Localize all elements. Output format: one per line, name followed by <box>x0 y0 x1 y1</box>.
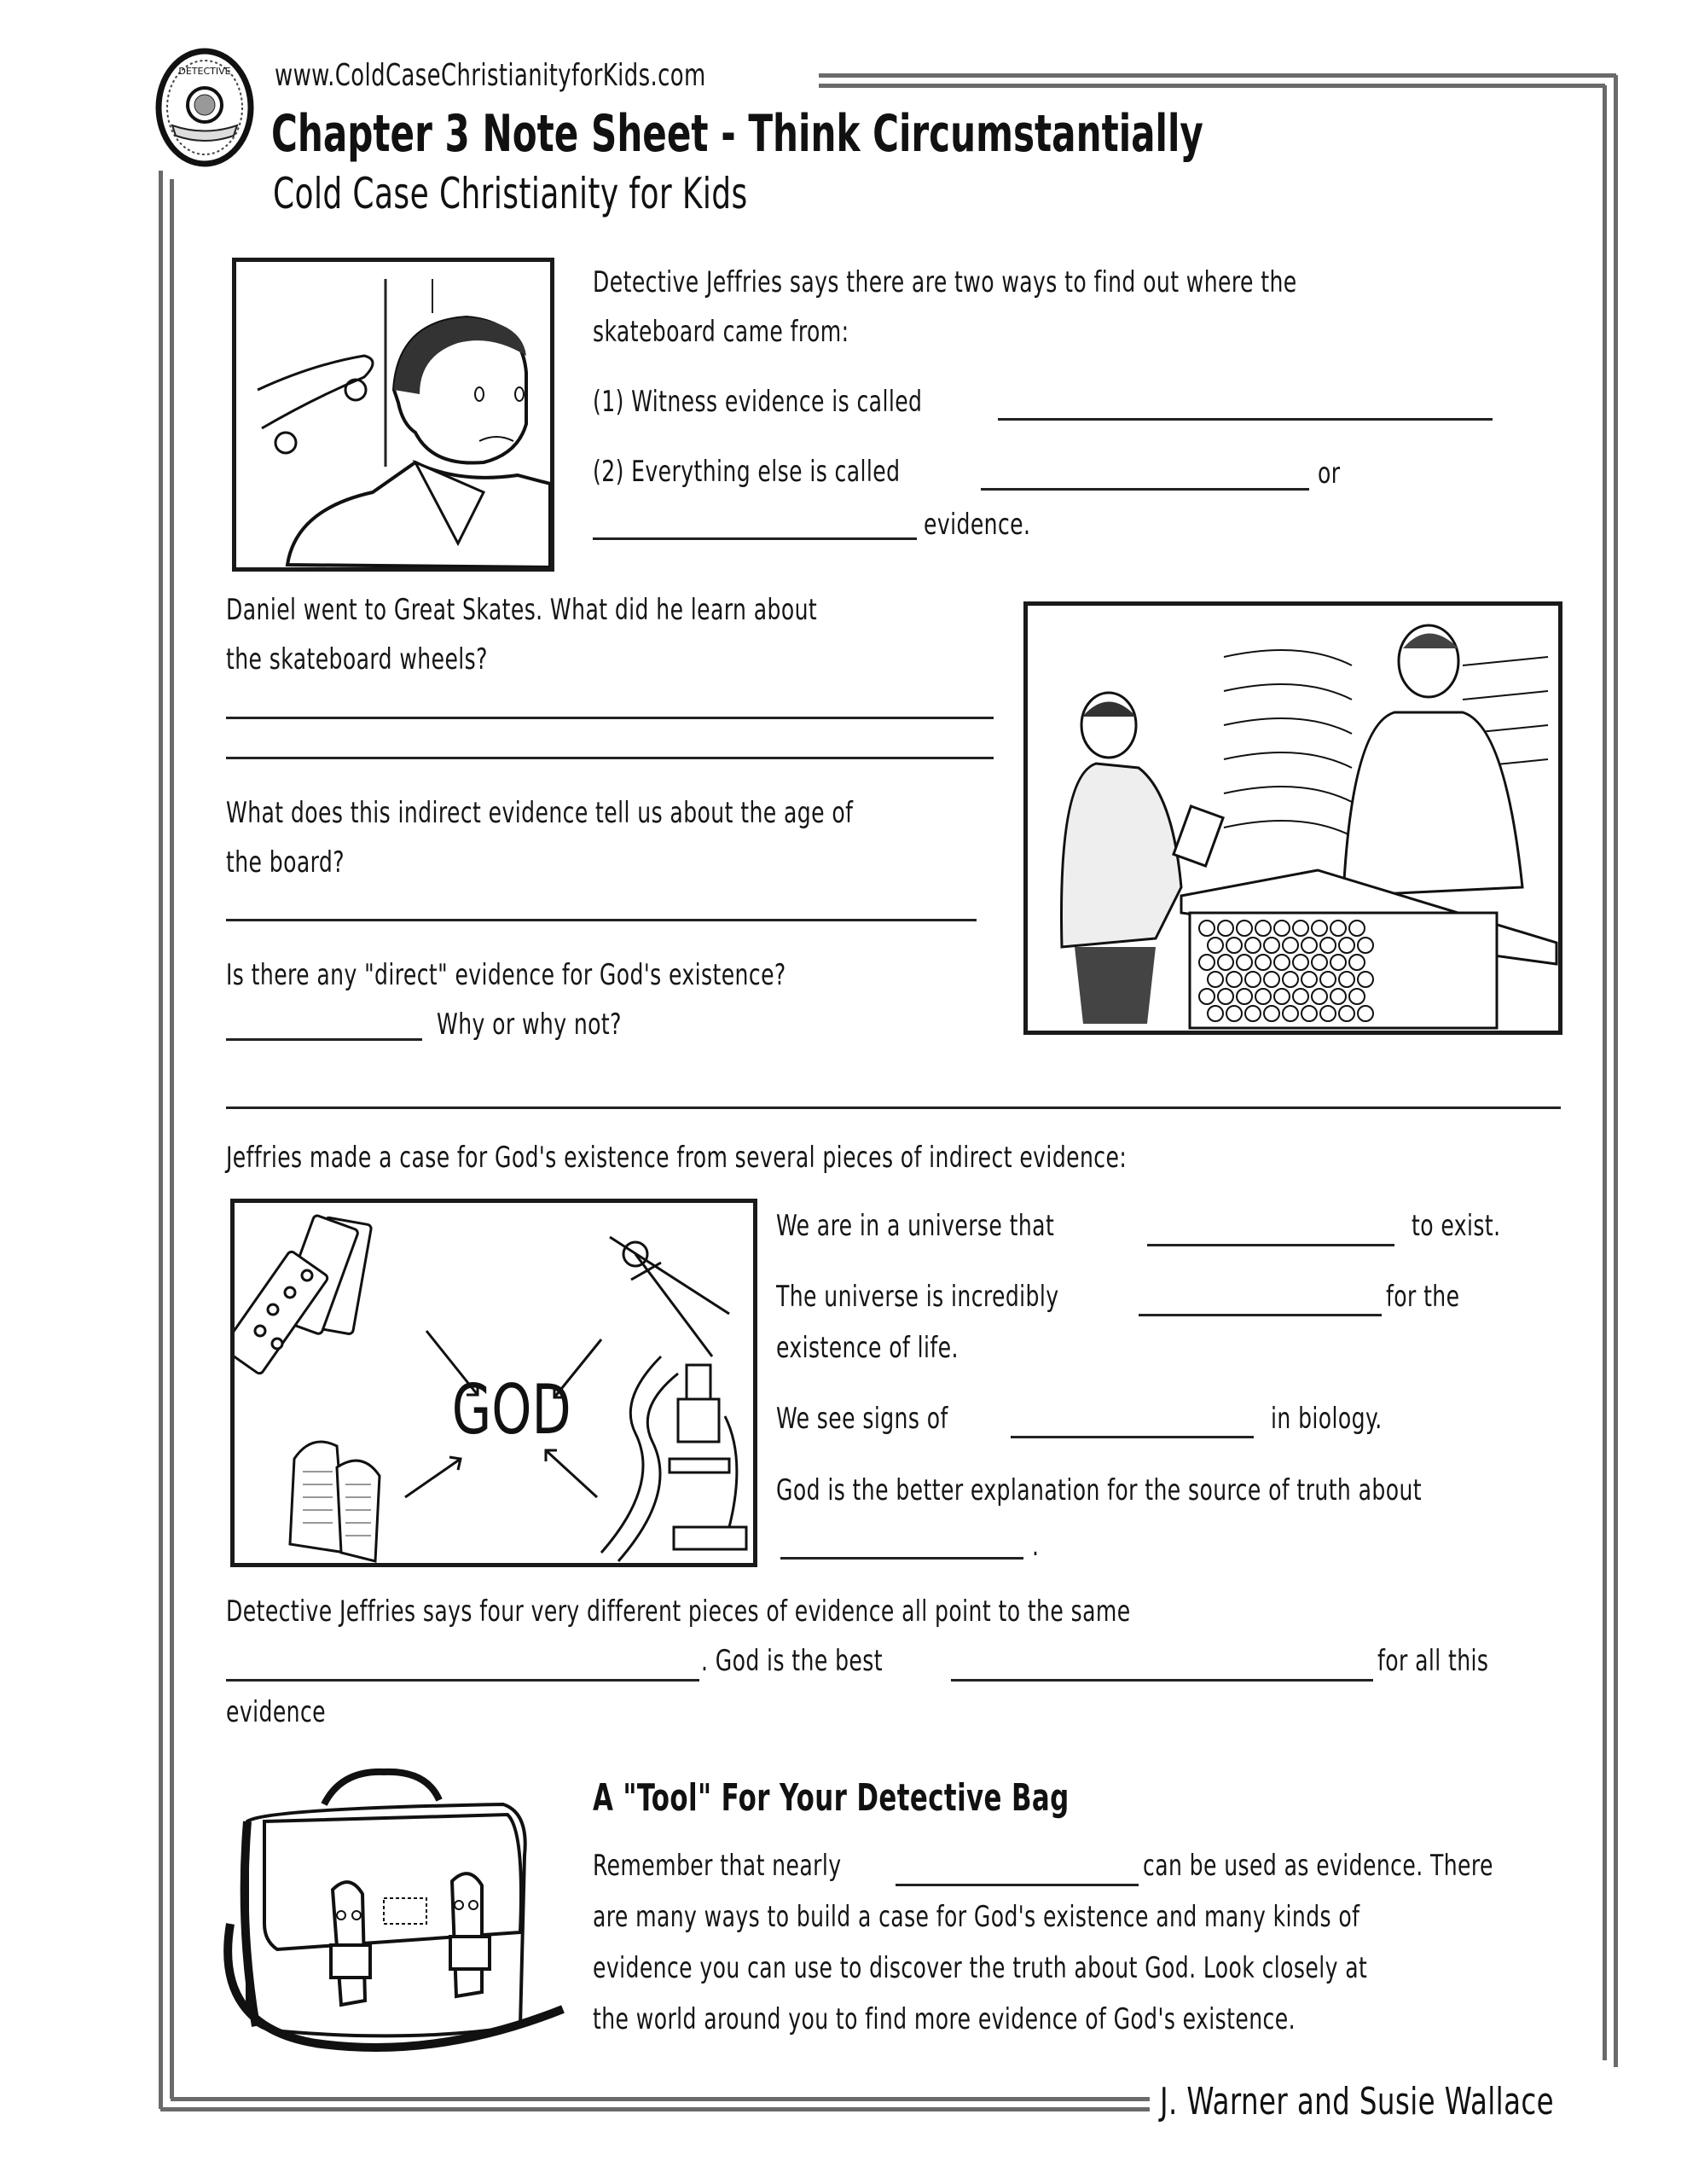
skate-wheel <box>1293 989 1308 1004</box>
dominoes-icon <box>235 1215 372 1375</box>
question2-line2: the board? <box>226 845 345 880</box>
section4-mid: . God is the best <box>701 1644 883 1678</box>
bullet1-suffix: to exist. <box>1412 1209 1501 1243</box>
question3-answer-blank[interactable] <box>226 1038 422 1041</box>
tool-paragraph-line4: the world around you to find more evidence of God's existence. <box>593 2002 1296 2036</box>
skate-wheel <box>1358 972 1373 987</box>
section4-suffix: for all this <box>1377 1644 1489 1678</box>
skate-shop-illustration <box>1023 601 1562 1035</box>
skate-wheel <box>1237 989 1252 1004</box>
bullet4-blank[interactable] <box>780 1557 1023 1560</box>
skate-wheel <box>1293 955 1308 970</box>
question1-line2: the skateboard wheels? <box>226 642 488 677</box>
skate-wheel <box>1320 938 1336 953</box>
skate-wheel <box>1274 955 1290 970</box>
skate-wheel <box>1312 989 1327 1004</box>
tool-paragraph-line2: are many ways to build a case for God's existence and many kinds of <box>593 1900 1360 1934</box>
bullet4-suffix: . <box>1032 1529 1040 1563</box>
skate-wheel <box>1330 955 1346 970</box>
skate-wheel <box>1312 955 1327 970</box>
skate-wheel <box>1301 972 1317 987</box>
skate-wheel <box>1245 1006 1261 1021</box>
bullet2-suffix: for the <box>1386 1280 1460 1314</box>
stone-tablets-icon <box>290 1442 380 1561</box>
section4-blank-a[interactable] <box>226 1679 699 1682</box>
or-text: or <box>1318 456 1341 491</box>
question1-answer-line-2[interactable] <box>226 757 994 759</box>
skate-wheel <box>1320 972 1336 987</box>
bullet1-blank[interactable] <box>1147 1244 1394 1246</box>
skate-wheel <box>1349 955 1365 970</box>
skate-wheel <box>1358 1006 1373 1021</box>
skate-wheel <box>1339 972 1354 987</box>
skate-wheel <box>1245 972 1261 987</box>
skate-wheel <box>1274 989 1290 1004</box>
section4-line1: Detective Jeffries says four very different pieces of evidence all point to the same <box>226 1594 1131 1629</box>
tool-paragraph-blank[interactable] <box>896 1884 1139 1886</box>
skate-wheel <box>1339 938 1354 953</box>
skate-wheel <box>1226 938 1242 953</box>
detective-portrait-illustration <box>232 258 554 572</box>
bullet3-blank[interactable] <box>1011 1436 1254 1438</box>
skate-wheel <box>1301 1006 1317 1021</box>
skate-wheel <box>1283 938 1298 953</box>
witness-evidence-blank[interactable] <box>998 418 1493 421</box>
dna-microscope-icon <box>601 1356 746 1561</box>
question1-answer-line-1[interactable] <box>226 717 994 719</box>
skate-wheel <box>1255 921 1271 936</box>
skate-wheel <box>1226 972 1242 987</box>
skate-wheel <box>1320 1006 1336 1021</box>
detective-bag-illustration <box>213 1753 580 2069</box>
skate-wheel <box>1255 989 1271 1004</box>
bullet4-line1: God is the better explanation for the source of truth about <box>776 1473 1423 1507</box>
skate-wheel <box>1330 989 1346 1004</box>
site-url[interactable]: www.ColdCaseChristianityforKids.com <box>275 58 706 93</box>
skate-wheel <box>1237 955 1252 970</box>
diagram-center-label: GOD <box>451 1369 571 1450</box>
skate-wheel <box>1255 955 1271 970</box>
skate-wheel <box>1208 1006 1223 1021</box>
skate-wheel <box>1358 938 1373 953</box>
skate-wheel <box>1349 921 1365 936</box>
bullet3-prefix: We see signs of <box>776 1402 948 1436</box>
bullet2-line2: existence of life. <box>776 1331 959 1365</box>
skate-wheel <box>1283 972 1298 987</box>
skate-wheel <box>1264 972 1279 987</box>
question3-followup-line[interactable] <box>226 1107 1561 1109</box>
god-evidence-diagram <box>230 1199 757 1567</box>
skate-wheel <box>1301 938 1317 953</box>
question3-followup: Why or why not? <box>437 1008 622 1042</box>
section4-blank-b[interactable] <box>951 1679 1373 1682</box>
question2-answer-line[interactable] <box>226 919 977 921</box>
skate-wheel <box>1218 989 1233 1004</box>
question3-line1: Is there any "direct" evidence for God's existence? <box>226 958 786 992</box>
bullet1-prefix: We are in a universe that <box>776 1209 1055 1243</box>
section4-line3: evidence <box>226 1695 327 1729</box>
section1-intro-line2: skateboard came from: <box>593 315 849 349</box>
tool-paragraph-prefix: Remember that nearly <box>593 1849 842 1883</box>
everything-else-blank-2[interactable] <box>593 537 917 540</box>
section3-intro: Jeffries made a case for God's existence from several pieces of indirect evidence: <box>226 1141 1128 1175</box>
bullet2-blank[interactable] <box>1139 1314 1382 1316</box>
svg-text:DETECTIVE: DETECTIVE <box>178 66 231 77</box>
skate-wheel <box>1274 921 1290 936</box>
bullet2-prefix: The universe is incredibly <box>776 1280 1059 1314</box>
skate-wheel <box>1208 972 1223 987</box>
skate-wheel <box>1349 989 1365 1004</box>
question1-line1: Daniel went to Great Skates. What did he learn about <box>226 593 818 627</box>
skate-wheel <box>1199 955 1215 970</box>
tool-paragraph-line3: evidence you can use to discover the truth about God. Look closely at <box>593 1951 1368 1985</box>
detective-badge-icon <box>154 47 256 168</box>
skate-wheel <box>1339 1006 1354 1021</box>
skate-wheel <box>1245 938 1261 953</box>
question2-line1: What does this indirect evidence tell us about the age of <box>226 796 854 830</box>
skate-wheel <box>1264 938 1279 953</box>
authors-signature: J. Warner and Susie Wallace <box>1160 2080 1555 2123</box>
everything-else-label: (2) Everything else is called <box>593 455 901 489</box>
compass-icon <box>610 1237 729 1356</box>
page-title: Chapter 3 Note Sheet - Think Circumstantially <box>271 104 1203 164</box>
tool-paragraph-suffix: can be used as evidence. There <box>1143 1849 1493 1883</box>
evidence-suffix: evidence. <box>924 508 1031 542</box>
skate-wheel <box>1208 938 1223 953</box>
skate-wheel <box>1283 1006 1298 1021</box>
section1-intro-line1: Detective Jeffries says there are two ways to find out where the <box>593 265 1297 299</box>
skate-wheel <box>1199 921 1215 936</box>
skate-wheel <box>1330 921 1346 936</box>
tool-section-heading: A "Tool" For Your Detective Bag <box>593 1776 1070 1820</box>
everything-else-blank-1[interactable] <box>981 488 1309 491</box>
skate-wheel <box>1312 921 1327 936</box>
skate-wheel <box>1264 1006 1279 1021</box>
skate-wheel <box>1226 1006 1242 1021</box>
skate-wheel <box>1237 921 1252 936</box>
bullet3-suffix: in biology. <box>1271 1402 1383 1436</box>
skate-wheel <box>1218 921 1233 936</box>
page-subtitle: Cold Case Christianity for Kids <box>273 169 748 218</box>
skate-wheel <box>1293 921 1308 936</box>
skate-wheel <box>1218 955 1233 970</box>
witness-evidence-label: (1) Witness evidence is called <box>593 385 923 419</box>
skate-wheel <box>1199 989 1215 1004</box>
